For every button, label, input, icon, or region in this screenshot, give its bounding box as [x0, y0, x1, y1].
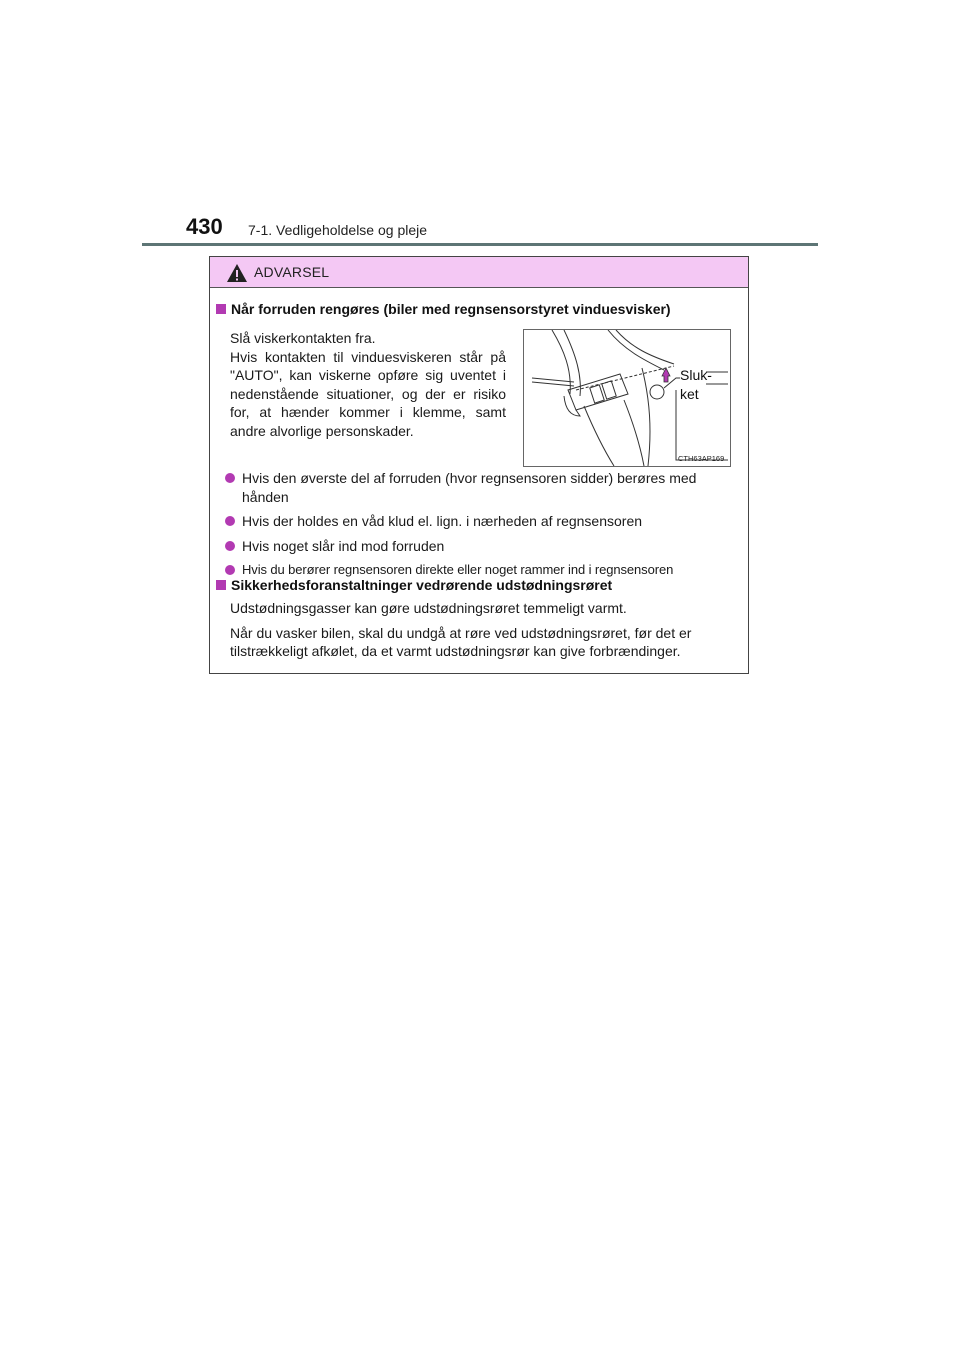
square-bullet-icon	[216, 580, 226, 590]
list-item	[224, 537, 746, 556]
warning-label: ADVARSEL	[254, 264, 330, 280]
section-heading-text: Når forruden rengøres (biler med regnsensorstyret vinduesvisker)	[231, 301, 671, 317]
figure-label	[680, 366, 712, 404]
round-bullet-icon	[225, 541, 235, 551]
warning-header	[210, 257, 748, 288]
list-item-text: Hvis der holdes en våd klud el. lign. i nærheden af regnsensoren	[242, 513, 643, 529]
exhaust-paragraphs	[230, 599, 742, 661]
paragraph: Udstødningsgasser kan gøre udstødningsrøret temmeligt varmt.	[230, 600, 627, 616]
section-heading-exhaust	[216, 577, 612, 593]
figure-label-line: ket	[680, 386, 699, 402]
round-bullet-icon	[225, 473, 235, 483]
intro-line: Hvis kontakten til vinduesviskeren står på "AUTO", kan viskerne opføre sig uventet i nedenstående situationer, og der er risiko for, at hænder kommer i klemme, samt andre alvorlige personskader.	[230, 348, 506, 439]
section-heading-windshield	[216, 301, 671, 317]
warning-triangle-icon	[226, 263, 248, 283]
wiper-switch-illustration	[523, 329, 731, 467]
header-rule	[142, 243, 818, 246]
bullet-list	[224, 469, 746, 586]
intro-text	[230, 329, 506, 440]
paragraph: Når du vasker bilen, skal du undgå at røre ved udstødningsrøret, før det er tilstrækkeligt afkølet, da et varmt udstødningsrør kan give forbrændinger.	[230, 624, 692, 659]
round-bullet-icon	[225, 516, 235, 526]
list-item-text: Hvis noget slår ind mod forruden	[242, 537, 445, 554]
section-title: 7-1. Vedligeholdelse og pleje	[248, 222, 428, 238]
square-bullet-icon	[216, 304, 226, 314]
round-bullet-icon	[225, 565, 235, 575]
list-item	[224, 469, 746, 506]
list-item	[224, 512, 746, 531]
figure-code: CTH63AP169	[678, 454, 725, 463]
list-item-text: Hvis du berører regnsensoren direkte eller noget rammer ind i regnsensoren	[242, 562, 674, 577]
page-number: 430	[186, 214, 223, 239]
warning-box	[209, 256, 749, 674]
section-heading-text: Sikkerhedsforanstaltninger vedrørende udstødningsrøret	[231, 577, 613, 593]
list-item-text: Hvis den øverste del af forruden (hvor regnsensoren sidder) berøres med hånden	[242, 470, 697, 505]
figure-label-line: Sluk-	[680, 367, 712, 383]
intro-line: Slå viskerkontakten fra.	[230, 330, 376, 346]
